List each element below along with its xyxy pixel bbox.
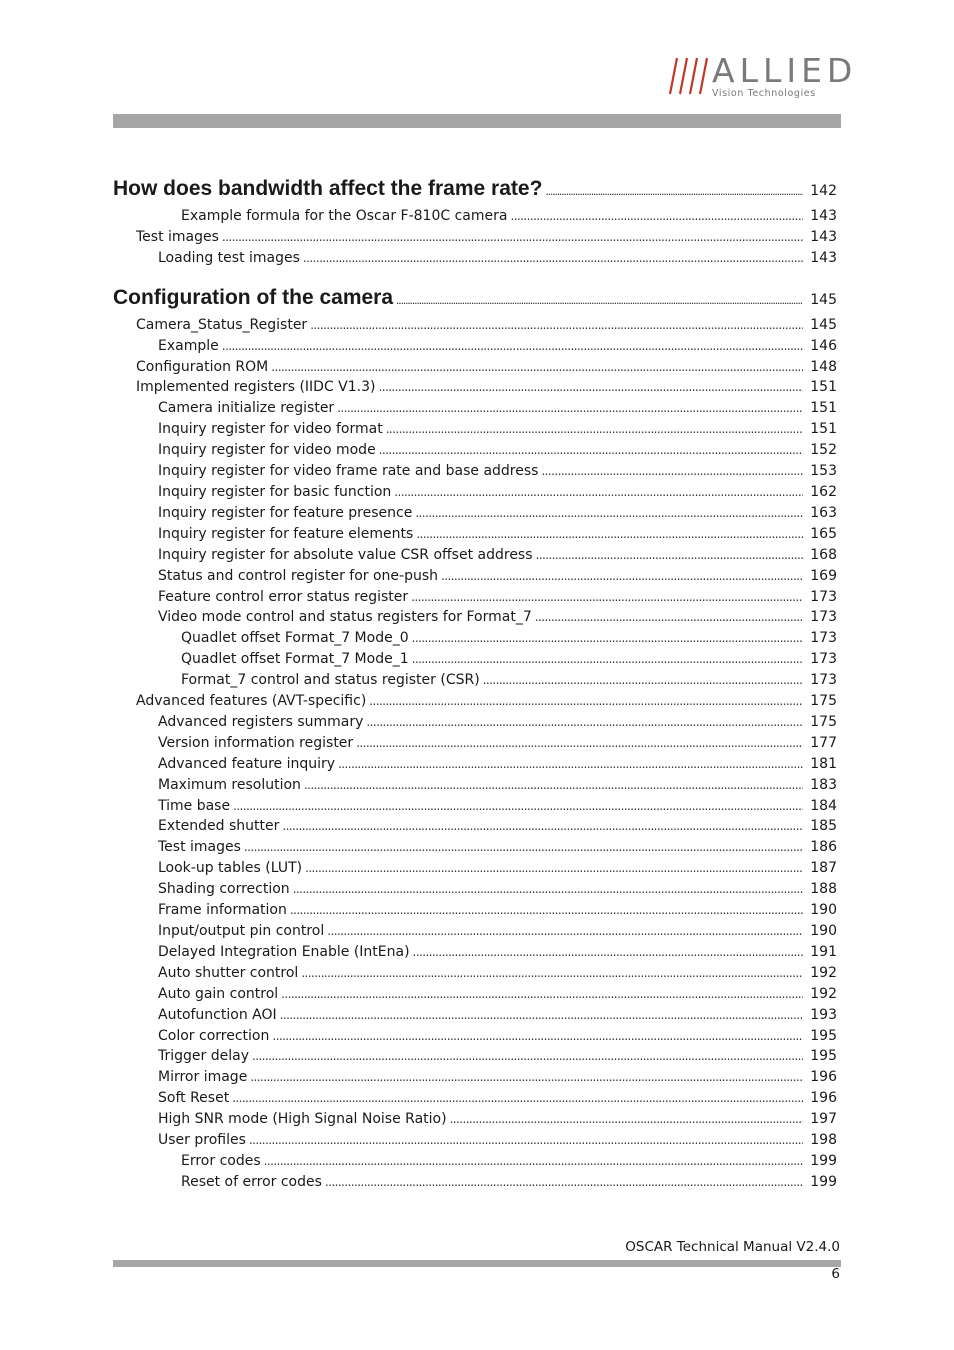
toc-page-number: 148	[810, 358, 837, 375]
toc-entry-title: Inquiry register for basic function	[158, 483, 392, 500]
toc-entry-title: Look-up tables (LUT)	[158, 860, 303, 877]
toc-leader-dots	[441, 566, 803, 587]
toc-entry-title: High SNR mode (High Signal Noise Ratio)	[158, 1111, 447, 1128]
toc-entry[interactable]	[113, 1172, 837, 1193]
toc-page-number: 173	[810, 651, 837, 668]
toc-entry[interactable]	[113, 1088, 837, 1109]
toc-leader-dots	[337, 398, 803, 419]
toc-entry-title: Extended shutter	[158, 818, 280, 835]
toc-entry[interactable]	[113, 607, 837, 628]
toc-entry[interactable]	[113, 628, 837, 649]
toc-entry[interactable]	[113, 566, 837, 587]
toc-leader-dots	[483, 670, 803, 691]
toc-entry[interactable]	[113, 482, 837, 503]
toc-leader-dots	[281, 984, 803, 1005]
toc-leader-dots	[280, 1005, 803, 1026]
toc-entry[interactable]	[113, 733, 837, 754]
toc-entry[interactable]	[113, 248, 837, 269]
toc-page-number: 168	[810, 546, 837, 563]
toc-entry-title: Input/output pin control	[158, 923, 325, 939]
toc-leader-dots	[394, 482, 803, 503]
toc-leader-dots	[272, 1026, 803, 1047]
toc-entry[interactable]	[113, 754, 837, 775]
toc-entry-title: Status and control register for one-push	[158, 567, 438, 584]
toc-entry-title: Inquiry register for feature elements	[158, 525, 414, 542]
toc-entry-title: Autofunction AOI	[158, 1006, 277, 1023]
toc-entry-title: Loading test images	[158, 249, 300, 266]
toc-leader-dots	[356, 733, 803, 754]
toc-leader-dots	[325, 1172, 803, 1193]
toc-entry[interactable]	[113, 816, 837, 837]
toc-entry-title: Inquiry register for video mode	[158, 442, 376, 459]
toc-entry[interactable]	[113, 336, 837, 357]
page-number: 6	[831, 1266, 840, 1282]
toc-leader-dots	[366, 712, 803, 733]
toc-entry[interactable]	[113, 398, 837, 419]
toc-entry[interactable]	[113, 649, 837, 670]
toc-page-number: 195	[810, 1027, 837, 1044]
toc-leader-dots	[378, 377, 803, 398]
toc-entry[interactable]	[113, 357, 837, 378]
toc-entry-title: Camera initialize register	[158, 400, 335, 417]
toc-leader-dots	[338, 754, 803, 775]
toc-leader-dots	[450, 1109, 803, 1130]
toc-entry-title: Error codes	[181, 1152, 261, 1169]
toc-section-heading[interactable]	[113, 283, 837, 315]
toc-entry-title: Format_7 control and status register (CSR)	[181, 672, 480, 689]
toc-page-number: 145	[810, 316, 837, 333]
toc-page-number: 169	[810, 567, 837, 584]
toc-page-number: 152	[810, 442, 837, 459]
toc-entry-title: Test images	[158, 839, 241, 856]
toc-entry[interactable]	[113, 206, 837, 227]
toc-entry-title: Maximum resolution	[158, 776, 301, 793]
toc-leader-dots	[304, 775, 803, 796]
toc-entry[interactable]	[113, 837, 837, 858]
manual-title: OSCAR Technical Manual V2.4.0	[625, 1239, 840, 1255]
allied-logo	[668, 51, 858, 104]
toc-entry[interactable]	[113, 461, 837, 482]
toc-page-number: 195	[810, 1048, 837, 1065]
toc-entry[interactable]	[113, 419, 837, 440]
toc-entry-title: Inquiry register for feature presence	[158, 504, 413, 521]
toc-page-number: 163	[810, 504, 837, 521]
toc-leader-dots	[301, 963, 803, 984]
toc-page-number: 151	[810, 379, 837, 396]
toc-leader-dots	[396, 283, 803, 315]
toc-entry-title: Camera_Status_Register	[136, 316, 308, 333]
toc-entry[interactable]	[113, 377, 837, 398]
toc-entry-title: Inquiry register for video format	[158, 421, 383, 438]
toc-page-number: 151	[810, 421, 837, 438]
toc-leader-dots	[379, 440, 803, 461]
toc-entry-title: Shading correction	[158, 881, 290, 898]
toc-entry[interactable]	[113, 1130, 837, 1151]
toc-page-number: 175	[810, 693, 837, 710]
toc-entry[interactable]	[113, 503, 837, 524]
toc-entry-title: Advanced features (AVT-specific)	[136, 693, 367, 710]
toc-leader-dots	[293, 879, 803, 900]
toc-page-number: 188	[810, 881, 837, 898]
toc-section-heading[interactable]	[113, 174, 837, 206]
toc-leader-dots	[386, 419, 803, 440]
toc-page-number: 162	[810, 483, 837, 500]
toc-leader-dots	[510, 206, 803, 227]
toc-entry[interactable]	[113, 879, 837, 900]
toc-entry-title: Example formula for the Oscar F-810C camera	[181, 208, 508, 224]
toc-leader-dots	[250, 1067, 803, 1088]
toc-leader-dots	[222, 227, 803, 248]
toc-page-number: 190	[810, 923, 837, 939]
toc-entry-title: Quadlet offset Format_7 Mode_1	[181, 651, 409, 668]
toc-heading-title: Configuration of the camera	[113, 285, 394, 309]
toc-entry-title: Test images	[136, 228, 219, 245]
logo-wordmark: ALLIED	[712, 51, 858, 90]
toc-page-number: 190	[810, 902, 837, 919]
toc-leader-dots	[303, 248, 803, 269]
toc-page-number: 173	[810, 630, 837, 647]
toc-entry-title: Auto shutter control	[158, 964, 299, 981]
toc-page-number: 153	[810, 463, 837, 480]
footer-rule	[113, 1260, 841, 1267]
toc-page-number: 196	[810, 1069, 837, 1086]
toc-page-number: 173	[810, 672, 837, 689]
toc-page-number: 145	[810, 291, 837, 308]
toc-entry[interactable]	[113, 942, 837, 963]
toc-page-number: 198	[810, 1132, 837, 1149]
toc-leader-dots	[310, 315, 803, 336]
toc-entry-title: Quadlet offset Format_7 Mode_0	[181, 630, 409, 647]
toc-entry-title: Advanced registers summary	[158, 713, 364, 730]
toc-leader-dots	[416, 524, 803, 545]
toc-page-number: 197	[810, 1111, 837, 1128]
toc-leader-dots	[535, 607, 803, 628]
toc-page-number: 185	[810, 818, 837, 835]
toc-entry[interactable]	[113, 587, 837, 608]
toc-page-number: 151	[810, 400, 837, 417]
toc-entry[interactable]	[113, 440, 837, 461]
toc-page-number: 181	[810, 755, 837, 772]
toc-page-number: 184	[810, 797, 837, 814]
toc-leader-dots	[233, 796, 803, 817]
toc-page-number: 177	[810, 734, 837, 751]
toc-entry-title: Frame information	[158, 902, 287, 919]
toc-entry[interactable]	[113, 900, 837, 921]
toc-entry[interactable]	[113, 227, 837, 248]
toc-entry[interactable]	[113, 1109, 837, 1130]
toc-page-number: 193	[810, 1006, 837, 1023]
toc-entry-title: Configuration ROM	[136, 358, 269, 375]
toc-entry[interactable]	[113, 712, 837, 733]
toc-entry-title: Color correction	[158, 1027, 270, 1044]
toc-page-number: 199	[810, 1173, 837, 1190]
toc-page-number: 143	[810, 208, 837, 224]
toc-entry-title: Soft Reset	[158, 1090, 230, 1107]
toc-entry[interactable]	[113, 1151, 837, 1172]
toc-leader-dots	[252, 1046, 803, 1067]
toc-entry[interactable]	[113, 691, 837, 712]
toc-entry[interactable]	[113, 921, 837, 942]
toc-entry[interactable]	[113, 524, 837, 545]
toc-page-number: 187	[810, 860, 837, 877]
toc-leader-dots	[541, 461, 803, 482]
toc-leader-dots	[249, 1130, 803, 1151]
toc-leader-dots	[282, 816, 803, 837]
toc-entry[interactable]	[113, 1046, 837, 1067]
section-gap	[113, 269, 837, 283]
toc-page-number: 143	[810, 249, 837, 266]
toc-leader-dots	[290, 900, 803, 921]
toc-entry-title: Delayed Integration Enable (IntEna)	[158, 943, 410, 960]
toc-leader-dots	[412, 628, 803, 649]
toc-leader-dots	[536, 545, 803, 566]
toc-page-number: 146	[810, 337, 837, 354]
toc-entry[interactable]	[113, 775, 837, 796]
toc-page-number: 165	[810, 525, 837, 542]
toc-entry[interactable]	[113, 1026, 837, 1047]
toc-entry-title: Video mode control and status registers for Format_7	[158, 609, 532, 626]
toc-leader-dots	[415, 503, 803, 524]
toc-entry-title: User profiles	[158, 1132, 246, 1149]
toc-leader-dots	[412, 649, 803, 670]
toc-leader-dots	[244, 837, 803, 858]
toc-leader-dots	[369, 691, 803, 712]
toc-entry-title: Time base	[158, 797, 231, 814]
toc-leader-dots	[411, 587, 803, 608]
toc-page-number: 143	[810, 228, 837, 245]
header-rule	[113, 114, 841, 128]
toc-page-number: 173	[810, 588, 837, 605]
toc-entry[interactable]	[113, 545, 837, 566]
logo-slashes-icon	[668, 56, 714, 96]
toc-page-number: 173	[810, 609, 837, 626]
toc-entry-title: Inquiry register for video frame rate and base address	[158, 463, 539, 480]
toc-page-number: 199	[810, 1152, 837, 1169]
toc-entry-title: Feature control error status register	[158, 588, 409, 605]
table-of-contents	[113, 174, 837, 1193]
toc-page-number: 183	[810, 776, 837, 793]
toc-leader-dots	[545, 174, 803, 206]
toc-page-number: 192	[810, 985, 837, 1002]
toc-entry-title: Trigger delay	[158, 1048, 249, 1065]
toc-entry[interactable]	[113, 670, 837, 691]
toc-heading-title: How does bandwidth affect the frame rate?	[113, 177, 543, 200]
toc-page-number: 191	[810, 943, 837, 960]
toc-leader-dots	[413, 942, 803, 963]
toc-entry[interactable]	[113, 963, 837, 984]
toc-leader-dots	[271, 357, 803, 378]
toc-entry[interactable]	[113, 796, 837, 817]
toc-page-number: 175	[810, 713, 837, 730]
toc-page-number: 142	[810, 183, 837, 199]
toc-page-number: 192	[810, 964, 837, 981]
toc-page-number: 186	[810, 839, 837, 856]
toc-leader-dots	[232, 1088, 803, 1109]
toc-entry-title: Implemented registers (IIDC V1.3)	[136, 379, 376, 396]
toc-entry[interactable]	[113, 858, 837, 879]
toc-leader-dots	[264, 1151, 803, 1172]
toc-entry[interactable]	[113, 1067, 837, 1088]
toc-entry-title: Mirror image	[158, 1069, 248, 1086]
toc-entry[interactable]	[113, 984, 837, 1005]
toc-entry[interactable]	[113, 1005, 837, 1026]
toc-page-number: 196	[810, 1090, 837, 1107]
toc-entry-title: Example	[158, 337, 219, 354]
toc-entry-title: Advanced feature inquiry	[158, 755, 336, 772]
toc-entry-title: Auto gain control	[158, 985, 279, 1002]
logo-tagline: Vision Technologies	[712, 88, 816, 99]
toc-entry-title: Inquiry register for absolute value CSR offset address	[158, 546, 533, 563]
toc-entry-title: Version information register	[158, 734, 354, 751]
toc-leader-dots	[327, 921, 803, 942]
toc-leader-dots	[222, 336, 803, 357]
toc-entry[interactable]	[113, 315, 837, 336]
toc-entry-title: Reset of error codes	[181, 1173, 322, 1190]
toc-leader-dots	[305, 858, 803, 879]
